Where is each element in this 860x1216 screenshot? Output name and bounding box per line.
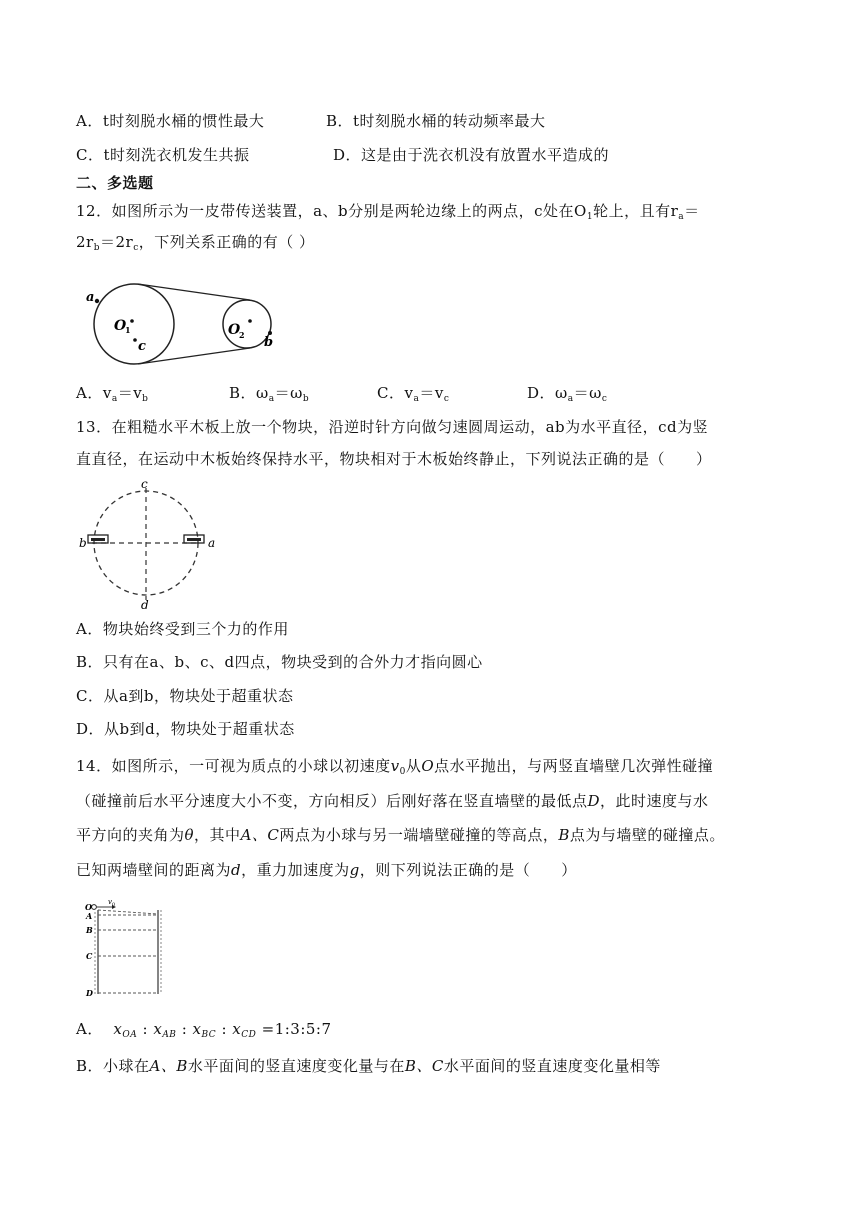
belt-pulley-figure [82,274,282,374]
q11-option-c: C．t时刻洗衣机发生共振 [76,146,250,164]
q13-option-c: C．从a到b，物块处于超重状态 [76,687,294,705]
label-o1: O [114,318,127,334]
q11-option-a: A．t时刻脱水桶的惯性最大 [76,112,265,130]
q13-line2: 直直径，在运动中木板始终保持水平，物块相对于木板始终静止，下列说法正确的是（ ） [76,450,712,468]
q13-option-a: A．物块始终受到三个力的作用 [76,620,289,638]
label-v0: v [108,898,112,906]
q11-option-d: D．这是由于洗衣机没有放置水平造成的 [333,146,610,164]
label-a: a [208,536,216,550]
label-c: c [138,339,146,354]
label-c: c [141,477,148,491]
q12-option-c: C．$v_a=v_c$ [377,384,450,404]
label-o1-sub: 1 [125,325,131,335]
q12-option-a: A．$v_a=v_b$ [76,384,149,404]
section-title: 二、多选题 [76,174,154,192]
q12-line1: 12．如图所示为一皮带传送装置，a、b分别是两轮边缘上的两点，c处在$O_1$轮上，且有$r_a=$ [76,202,700,222]
q14-line2: （碰撞前后水平分速度大小不变，方向相反）后刚好落在竖直墙壁的最低点D，此时速度与水 [76,792,709,810]
q14-line1: 14．如图所示，一可视为质点的小球以初速度$v_0$从O点水平抛出，与两竖直墙壁几次弹性碰撞 [76,757,714,777]
label-o2: O [228,322,241,338]
q13-line1: 13．在粗糙水平木板上放一个物块，沿逆时针方向做匀速圆周运动，ab为水平直径，cd为竖 [76,418,709,436]
q13-option-b: B．只有在a、b、c、d四点，物块受到的合外力才指向圆心 [76,653,483,671]
circular-motion-figure [78,476,218,612]
q14-line4: 已知两墙壁间的距离为d，重力加速度为g，则下列说法正确的是（ ） [76,861,577,879]
label-c: C [86,951,93,961]
q14-line3: 平方向的夹角为θ，其中A、C两点为小球与另一端墙壁碰撞的等高点，B点为与墙壁的碰撞点。 [76,826,725,844]
label-b: b [79,536,87,550]
q12-line2: $2r_b=2r_c$，下列关系正确的有（ ） [76,233,315,253]
label-o2-sub: 2 [239,330,245,340]
label-d: d [141,598,149,612]
label-a: A [86,911,93,921]
q14-option-a: A． $x_{OA}$ : $x_{AB}$ : $x_{BC}$ : $x_{CD}$ =1:3:5:7 [76,1020,332,1040]
label-b: B [86,925,93,935]
label-b: b [264,335,274,350]
q11-option-b: B．t时刻脱水桶的转动频率最大 [326,112,546,130]
q12-option-d: D．$\omega_a=\omega_c$ [527,384,608,404]
label-o: O [85,902,92,912]
q13-option-d: D．从b到d，物块处于超重状态 [76,720,295,738]
label-d: D [86,988,93,998]
wall-bounce-figure [84,898,174,1000]
q12-option-b: B．$\omega_a=\omega_b$ [229,384,310,404]
label-v0-sub: 0 [112,902,116,908]
label-a: a [86,290,95,305]
q14-option-b: B．小球在A、B水平面间的竖直速度变化量与在B、C水平面间的竖直速度变化量相等 [76,1057,661,1075]
